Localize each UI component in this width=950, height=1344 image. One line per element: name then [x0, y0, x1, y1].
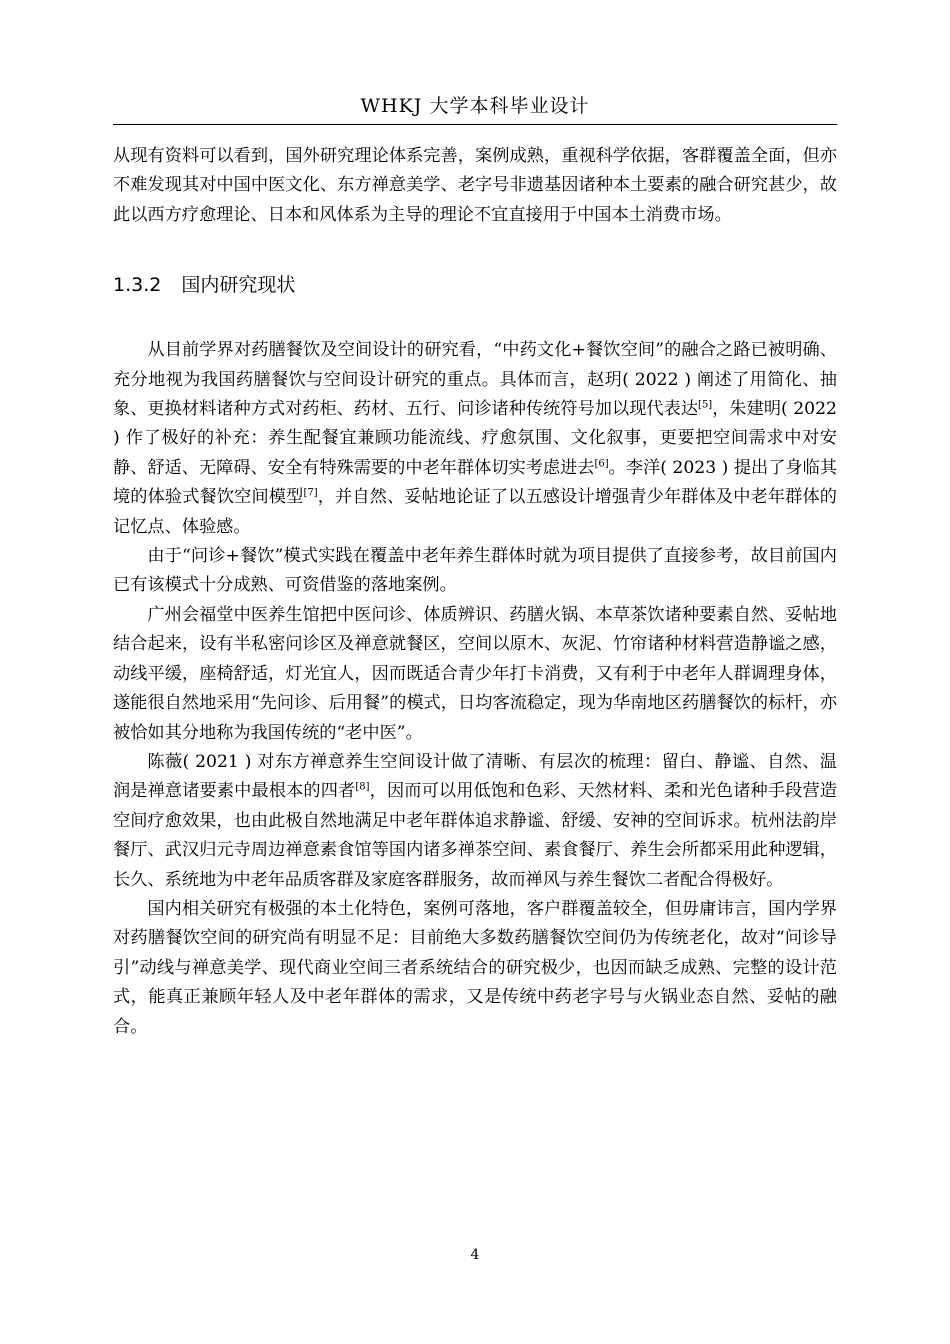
paragraph-foreign-summary: 从现有资料可以看到，国外研究理论体系完善，案例成熟，重视科学依据，客群覆盖全面，但亦不难发现其对中国中医文化、东方禅意美学、老字号非遗基因诸种本土要素的融合研究甚少，故此以西方疗愈理论、日本和风体系为主导的理论不宜直接用于中国本土消费市场。	[113, 146, 837, 225]
paragraph-domestic-shortcomings: 国内相关研究有极强的本土化特色，案例可落地，客户群覆盖较全，但毋庸讳言，国内学界对药膳餐饮空间的研究尚有明显不足：目前绝大多数药膳餐饮空间仍为传统老化，故对“问诊导引”动线与禅意美学、现代商业空间三者系统结合的研究极少，也因而缺乏成熟、完整的设计范式，能真正兼顾年轻人及中老年群体的需求，又是传统中药老字号与火锅业态自然、妥帖的融合。	[113, 898, 837, 1037]
paragraph-consult-dining-model: 由于“问诊+餐饮”模式实践在覆盖中老年养生群体时就为项目提供了直接参考，故目前国内已有该模式十分成熟、可资借鉴的落地案例。	[113, 546, 837, 596]
paragraph-domestic-research	[113, 336, 837, 542]
paragraph-text: 从目前学界对药膳餐饮及空间设计的研究看，“中药文化+餐饮空间”的融合之路已被明确、充分地视为我国药膳餐饮与空间设计研究的重点。具体而言，赵玥( 2022 ) 阐述了用简化、抽象、更换材料诸种方式对药柜、药材、五行、问诊诸种传统符号加以现代表达	[113, 340, 837, 420]
paragraph-text: ，并自然、妥帖地论证了以五感设计增强青少年群体及中老年群体的记忆点、体验感。	[113, 487, 837, 537]
citation-ref-8: [8]	[355, 781, 370, 793]
citation-ref-5: [5]	[698, 399, 713, 411]
citation-ref-7: [7]	[303, 487, 318, 499]
paragraph-text: ，朱建明( 2022 ) 作了极好的补充：养生配餐宜兼顾功能流线、疗愈氛围、文化叙事，更要把空间需求中对安静、舒适、无障碍、安全有特殊需要的中老年群体切实考虑进去	[113, 399, 837, 478]
page-header	[113, 90, 837, 125]
section-title: 国内研究现状	[181, 274, 296, 297]
page-number: 4	[470, 1247, 480, 1263]
paragraph-guangzhou-case: 广州会福堂中医养生馆把中医问诊、体质辨识、药膳火锅、本草茶饮诸种要素自然、妥帖地结合起来，设有半私密问诊区及禅意就餐区，空间以原木、灰泥、竹帘诸种材料营造静谧之感，动线平缓，座椅舒适，灯光宜人，因而既适合青少年打卡消费，又有利于中老年人群调理身体，遂能很自然地采用“先问诊、后用餐”的模式，日均客流稳定，现为华南地区药膳餐饮的标杆，亦被恰如其分地称为我国传统的“老中医”。	[113, 604, 837, 743]
header-title: WHKJ 大学本科毕业设计	[360, 95, 590, 117]
citation-ref-6: [6]	[594, 458, 609, 470]
section-number: 1.3.2	[113, 274, 162, 297]
paragraph-text: 陈薇( 2021 ) 对东方禅意养生空间设计做了清晰、有层次的梳理：留白、静谧、自然、温润是禅意诸要素中最根本的四者	[113, 751, 837, 802]
section-heading	[113, 270, 837, 300]
paragraph-zen-space	[113, 748, 837, 895]
paragraph-text: ，因而可以用低饱和色彩、天然材料、柔和光色诸种手段营造空间疗愈效果，也由此极自然地满足中老年群体追求静谧、舒缓、安神的空间诉求。杭州法韵岸餐厅、武汉归元寺周边禅意素食馆等国内诸多禅茶空间、素食餐厅、养生会所都采用此种逻辑，长久、系统地为中老年品质客群及家庭客群服务，故而禅风与养生餐饮二者配合得极好。	[113, 781, 837, 890]
document-body	[113, 142, 837, 1042]
paragraph-text: 。李洋( 2023 ) 提出了身临其境的体验式餐饮空间模型	[113, 457, 837, 508]
